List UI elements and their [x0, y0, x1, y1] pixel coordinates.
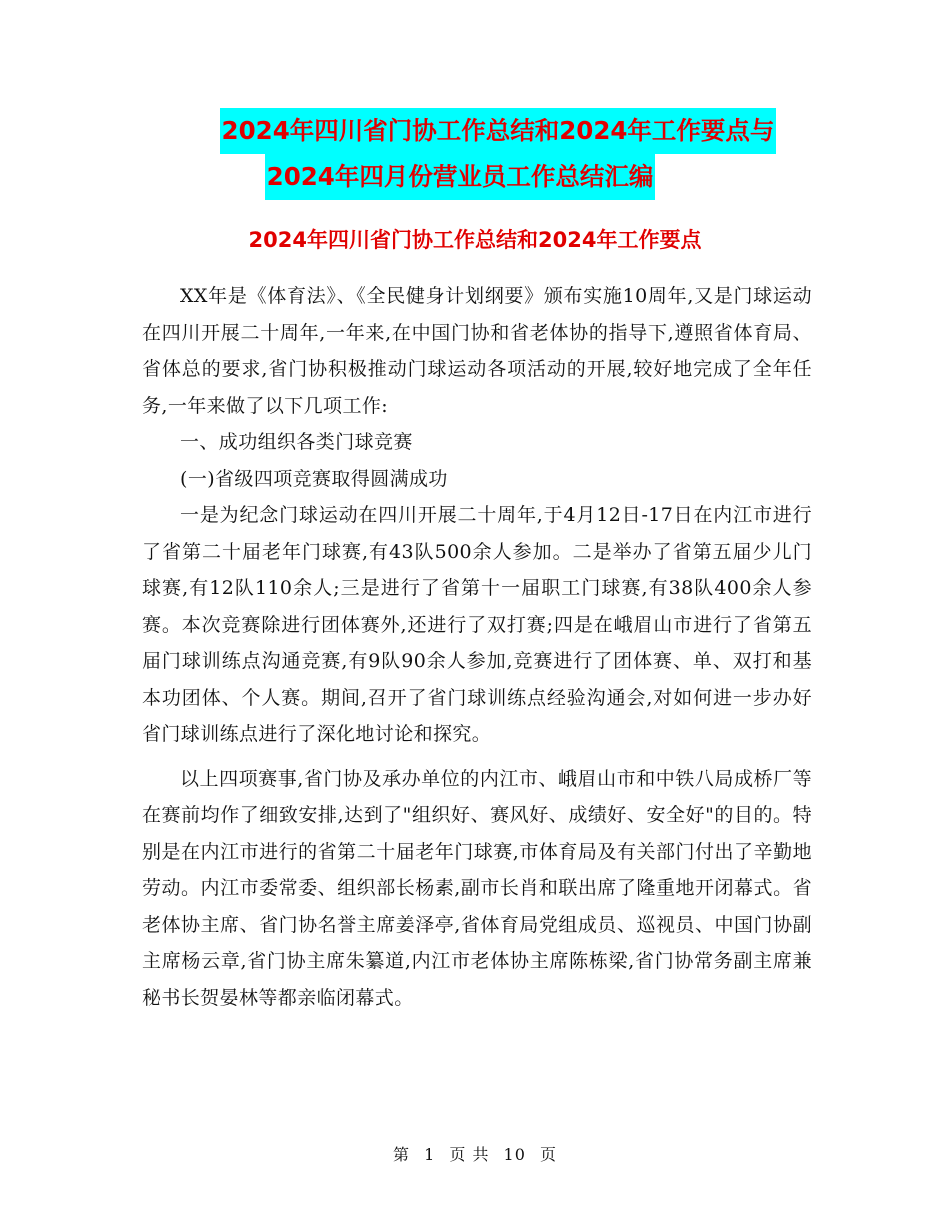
title-line-1: 2024年四川省门协工作总结和2024年工作要点与 [220, 108, 777, 154]
footer-total-pages: 10 [503, 1145, 526, 1164]
footer-page-middle: 页 共 [449, 1145, 490, 1164]
section-heading: 2024年四川省门协工作总结和2024年工作要点 [248, 228, 702, 252]
document-body [142, 278, 812, 1016]
paragraph-intro: XX年是《体育法》、《全民健身计划纲要》颁布实施10周年,又是门球运动在四川开展二十周年,一年来,在中国门协和省老体协的指导下,遵照省体育局、省体总的要求,省门协积极推动门球运动各项活动的开展,较好地完成了全年任务,一年来做了以下几项工作: [142, 285, 812, 417]
title-line-2: 2024年四月份营业员工作总结汇编 [265, 154, 656, 200]
page-footer [0, 1142, 950, 1165]
footer-page-number: 1 [424, 1145, 436, 1164]
paragraph-competitions: 一是为纪念门球运动在四川开展二十周年,于4月12日-17日在内江市进行了省第二十届老年门球赛,有43队500余人参加。二是举办了省第五届少儿门球赛,有12队110余人;三是进行了省第十一届职工门球赛,有38队400余人参赛。本次竞赛除进行团体赛外,还进行了双打赛;四是在峨眉山市进行了省第五届门球训练点沟通竞赛,有9队90余人参加,竞赛进行了团体赛、单、双打和基本功团体、个人赛。期间,召开了省门球训练点经验沟通会,对如何进一步办好省门球训练点进行了深化地讨论和探究。 [142, 504, 812, 745]
heading-level-2: (一)省级四项竞赛取得圆满成功 [180, 467, 448, 490]
footer-page-suffix: 页 [540, 1145, 558, 1164]
footer-page-prefix: 第 [392, 1145, 410, 1164]
paragraph-summary: 以上四项赛事,省门协及承办单位的内江市、峨眉山市和中铁八局成桥厂等在赛前均作了细致安排,达到了"组织好、赛风好、成绩好、安全好"的目的。特别是在内江市进行的省第二十届老年门球赛,市体育局及有关部门付出了辛勤地劳动。内江市委常委、组织部长杨素,副市长肖和联出席了隆重地开闭幕式。省老体协主席、省门协名誉主席姜泽亭,省体育局党组成员、巡视员、中国门协副主席杨云章,省门协主席朱纂道,内江市老体协主席陈栋梁,省门协常务副主席兼秘书长贺晏林等都亲临闭幕式。 [142, 767, 812, 1009]
document-title [0, 108, 950, 200]
heading-level-1: 一、成功组织各类门球竞赛 [180, 431, 413, 453]
